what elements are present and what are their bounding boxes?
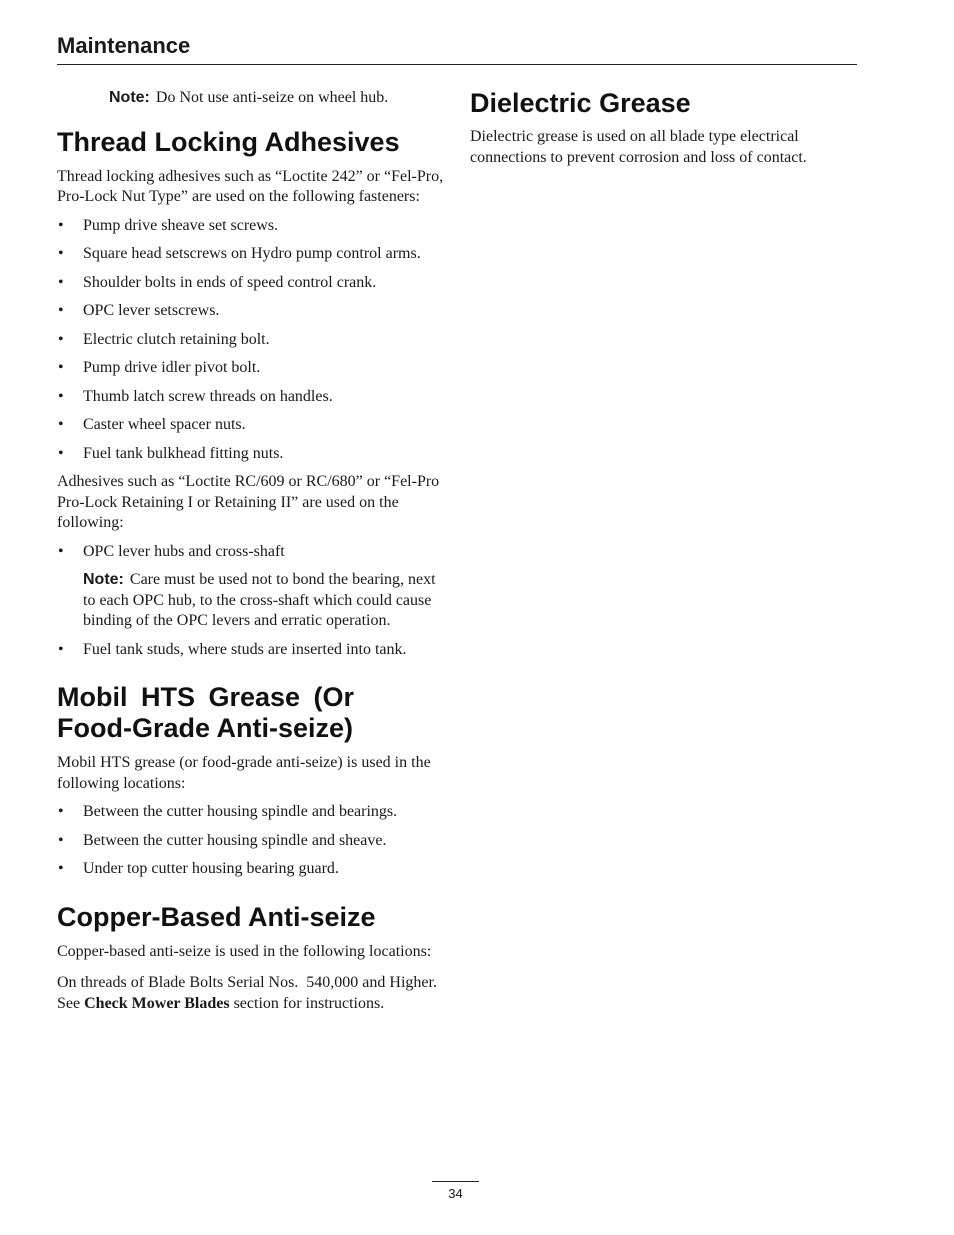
list-item: • Shoulder bolts in ends of speed control crank. — [57, 273, 447, 294]
mobil-heading-line-1: Mobil HTS Grease (Or — [57, 682, 355, 712]
note-text: Care must be used not to bond the bearing, next to each OPC hub, to the cross-shaft which could cause binding of the OPC levers and erratic operation. — [83, 571, 436, 629]
page-number: 34 — [432, 1181, 479, 1201]
mobil-grease-heading — [57, 682, 447, 744]
list-item: • Between the cutter housing spindle and sheave. — [57, 831, 447, 852]
opc-bearing-note — [57, 570, 447, 632]
note-label: Note: — [83, 571, 124, 588]
list-item: • OPC lever setscrews. — [57, 301, 447, 322]
list-item: • Thumb latch screw threads on handles. — [57, 387, 447, 408]
blade-bolts-paragraph — [57, 973, 447, 1014]
list-item: • Under top cutter housing bearing guard. — [57, 859, 447, 880]
retaining-adhesives-intro: Adhesives such as “Loctite RC/609 or RC/680” or “Fel-Pro Pro-Lock Retaining I or Retaining II” are used on the following: — [57, 473, 440, 531]
mobil-grease-list — [57, 802, 447, 880]
list-item: • Caster wheel spacer nuts. — [57, 415, 447, 436]
mobil-grease-intro: Mobil HTS grease (or food-grade anti-seize) is used in the following locations: — [57, 754, 431, 792]
list-item: • Between the cutter housing spindle and bearings. — [57, 802, 447, 823]
dielectric-grease-heading: Dielectric Grease — [470, 88, 691, 118]
thread-locking-heading: Thread Locking Adhesives — [57, 126, 400, 157]
note-text: Do Not use anti-seize on wheel hub. — [155, 89, 389, 106]
blade-bolts-text-end: section for instructions. — [229, 994, 385, 1012]
right-column — [470, 88, 865, 168]
copper-anti-seize-intro: Copper-based anti-seize is used in the following locations: — [57, 942, 432, 960]
thread-locking-intro: Thread locking adhesives such as “Loctite 242” or “Fel-Pro, Pro-Lock Nut Type” are used on the following fasteners: — [57, 167, 444, 205]
blade-bolts-text: On threads of Blade Bolts Serial Nos. 540,000 and Higher. See — [57, 974, 445, 1012]
thread-locking-list — [57, 216, 447, 465]
header-divider — [57, 64, 857, 65]
list-item: • Electric clutch retaining bolt. — [57, 330, 447, 351]
list-item: • Pump drive idler pivot bolt. — [57, 358, 447, 379]
mobil-heading-line-2: Food-Grade Anti-seize) — [57, 713, 354, 743]
list-item: • OPC lever hubs and cross-shaft — [57, 542, 447, 563]
list-item: • Square head setscrews on Hydro pump control arms. — [57, 244, 447, 265]
fuel-studs-list — [57, 640, 447, 661]
dielectric-grease-text: Dielectric grease is used on all blade type electrical connections to prevent corrosion and loss of contact. — [470, 128, 807, 166]
list-item: • Fuel tank bulkhead fitting nuts. — [57, 444, 447, 465]
list-item: • Pump drive sheave set screws. — [57, 216, 447, 237]
page-section-title: Maintenance — [57, 33, 191, 58]
list-item: • Fuel tank studs, where studs are inserted into tank. — [57, 640, 447, 661]
wheel-hub-note — [57, 88, 447, 109]
left-column — [57, 88, 447, 1014]
note-label: Note: — [109, 89, 150, 106]
retaining-adhesives-list — [57, 542, 447, 563]
check-mower-blades-reference: Check Mower Blades — [84, 994, 230, 1012]
copper-anti-seize-heading: Copper-Based Anti-seize — [57, 901, 376, 932]
